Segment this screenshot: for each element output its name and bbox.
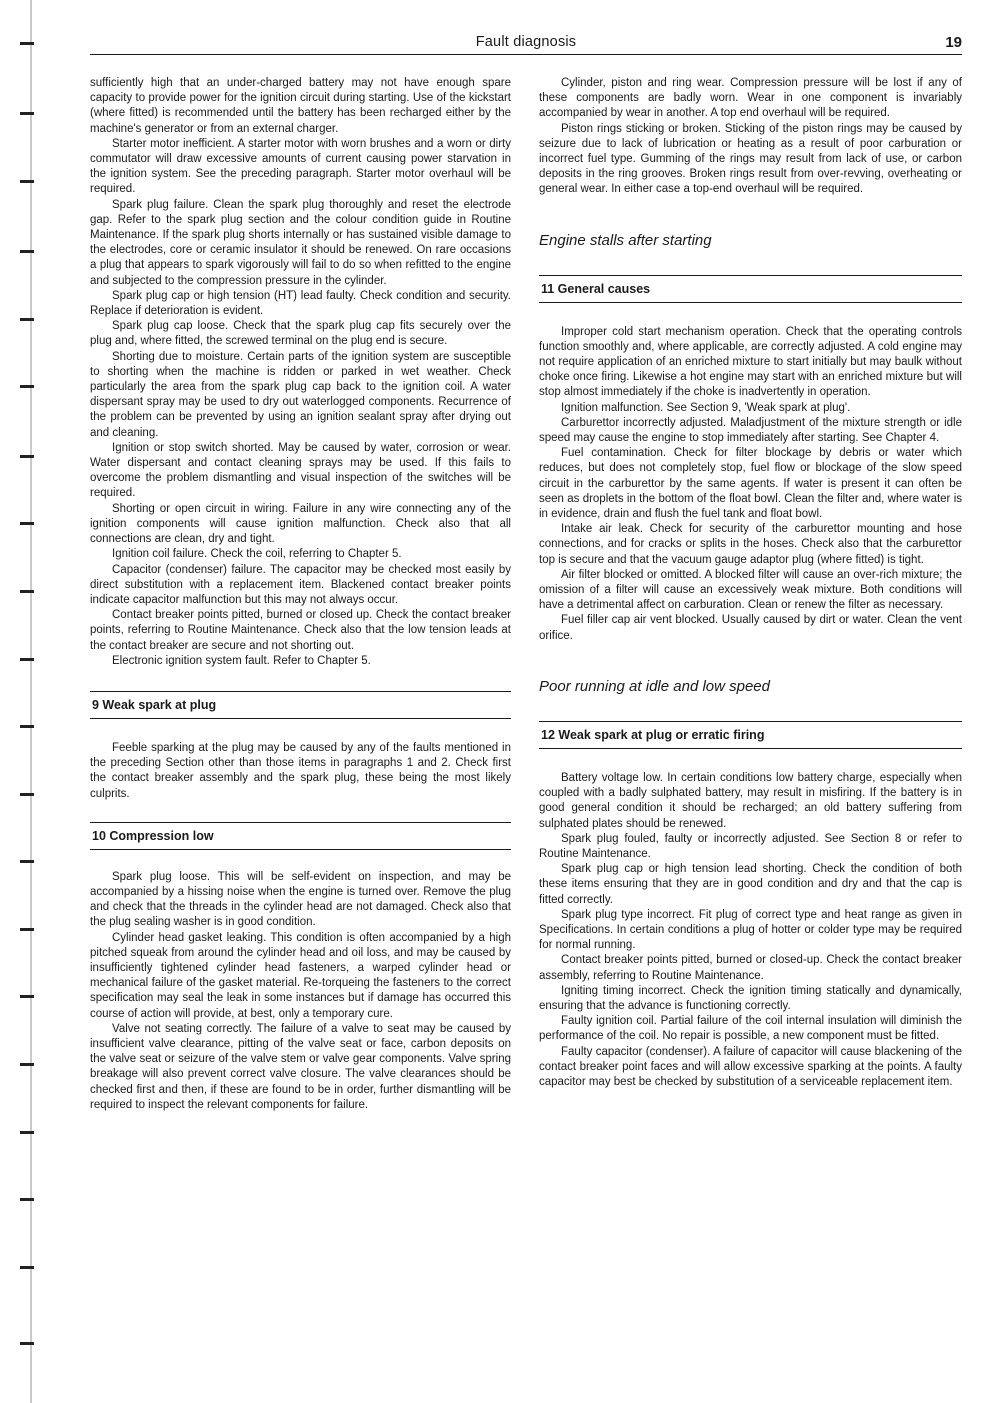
binding-mark: [20, 1342, 34, 1345]
paragraph: Shorting or open circuit in wiring. Failure in any wire connecting any of the ignition components will cause ignition malfunction. Check also that all connections are clean, dry and tight.: [90, 502, 511, 546]
paragraph: Fuel contamination. Check for filter blockage by debris or water which reduces, but does not completely stop, fuel flow or blockage of the slow speed circuit in the carburettor by the same agents. If water is present it can often be seen as droplets in the bottom of the float bowl. Clean the filter and, where water is in evidence, drain and flush the fuel tank and float bowl.: [539, 447, 962, 521]
paragraph: Cylinder, piston and ring wear. Compression pressure will be lost if any of these components are badly worn. Wear in one component is invariably accompanied by wear in another. A top end overhaul will be required.: [539, 77, 962, 120]
right-column: [539, 76, 962, 1090]
binding-mark: [20, 860, 34, 863]
paragraph: Piston rings sticking or broken. Sticking of the piston rings may be caused by seizure due to lack of lubrication or heating as a result of poor carburation or incorrect fuel type. Gumming of the rings may result from lack of use, or carbon deposits in the ring grooves. Broken rings result from over-revving, overheating or general wear. In either case a top-end overhaul will be required.: [539, 122, 962, 196]
paragraph: Igniting timing incorrect. Check the ignition timing statically and dynamically, ensuring that the advance is functioning correctly.: [539, 984, 962, 1012]
paragraph: Spark plug type incorrect. Fit plug of correct type and heat range as given in Specifications. In certain conditions a plug of hotter or colder type may be required for normal running.: [539, 908, 962, 952]
binding-mark: [20, 318, 34, 321]
binding-mark: [20, 1198, 34, 1201]
binding-mark: [20, 1131, 34, 1134]
paragraph: Shorting due to moisture. Certain parts of the ignition system are susceptible to shorting when the machine is ridden or parked in wet weather. Check particularly the area from the spark plug cap back to the ignition coil. A water dispersant spray may be used to dry out waterlogged components. Recurrence of the problem can be prevented by using an ignition sealant spray after drying out and cleaning.: [90, 350, 511, 439]
binding-mark: [20, 385, 34, 388]
chapter-heading: Poor running at idle and low speed: [539, 677, 770, 695]
paragraph: Feeble sparking at the plug may be caused by any of the faults mentioned in the preceding Section other than those items in paragraphs 1 and 2. Check first the contact breaker assembly and the spark plug, these being the most likely culprits.: [90, 741, 511, 800]
paragraph: Air filter blocked or omitted. A blocked filter will cause an over-rich mixture; the omission of a filter will cause an excessively weak mixture. Both conditions will have a detrimental affect on carburation. Clean or renew the filter as necessary.: [539, 568, 962, 612]
paragraph: Electronic ignition system fault. Refer to Chapter 5.: [112, 654, 371, 667]
paragraph: sufficiently high that an under-charged battery may not have enough spare capacity to provide power for the ignition circuit during starting. Use of the kickstart (where fitted) is recommended until the battery has been recharged either by the machine's generator or from an external charger.: [90, 77, 511, 135]
paragraph: Cylinder head gasket leaking. This condition is often accompanied by a high pitched squeak from around the cylinder head and oil loss, and may be caused by insufficiently tightened cylinder head fasteners, a warped cylinder head or mechanical failure of the gasket material. Re-torqueing the fasteners to the correct specification may seal the leak in some instances but if damage has occurred this course of action will provide, at best, only a temporary cure.: [90, 931, 511, 1020]
binding-mark: [20, 455, 34, 458]
page-number: 19: [945, 34, 962, 51]
section-heading: 11 General causes: [539, 275, 962, 303]
binding-mark: [20, 522, 34, 525]
section-heading: 10 Compression low: [90, 822, 511, 850]
chapter-heading: Engine stalls after starting: [539, 231, 712, 249]
paragraph: Battery voltage low. In certain conditions low battery charge, especially when coupled with a badly sulphated battery, may result in misfiring. If the battery is in good general condition it should be recharged; an old battery suffering from sulphated plates should be renewed.: [539, 771, 962, 830]
paragraph: Spark plug cap loose. Check that the spark plug cap fits securely over the plug and, where fitted, the screwed terminal on the plug end is secure.: [90, 320, 511, 348]
left-column: [90, 76, 511, 1113]
paragraph: Ignition malfunction. See Section 9, 'Weak spark at plug'.: [561, 401, 851, 414]
section-heading: 9 Weak spark at plug: [90, 691, 511, 719]
running-head: [90, 34, 962, 56]
binding-mark: [20, 928, 34, 931]
paragraph: Ignition or stop switch shorted. May be caused by water, corrosion or wear. Water dispersant and contact cleaning sprays may be used. If this fails to overcome the problem dismantling and visual inspection of the switches will be required.: [90, 441, 511, 500]
binding-mark: [20, 42, 34, 45]
binding-mark: [20, 250, 34, 253]
binding-strip: [30, 0, 32, 1403]
paragraph: Faulty ignition coil. Partial failure of the coil internal insulation will diminish the performance of the coil. No repair is possible, a new component must be fitted.: [539, 1015, 962, 1043]
binding-mark: [20, 725, 34, 728]
paragraph: Fuel filler cap air vent blocked. Usually caused by dirt or water. Clean the vent orifice.: [539, 614, 962, 642]
paragraph: Carburettor incorrectly adjusted. Maladjustment of the mixture strength or idle speed may cause the engine to stop immediately after starting. See Chapter 4.: [539, 416, 962, 445]
paragraph: Spark plug loose. This will be self-evident on inspection, and may be accompanied by a hissing noise when the engine is turned over. Remove the plug and check that the threads in the cylinder head are not damaged. Check also that the plug sealing washer is in good condition.: [90, 870, 511, 929]
paragraph: Ignition coil failure. Check the coil, referring to Chapter 5.: [112, 548, 402, 561]
binding-edge: [0, 0, 44, 1403]
paragraph: Capacitor (condenser) failure. The capacitor may be checked most easily by direct substitution with a replacement item. Blackened contact breaker points indicate capacitor malfunction but this may not always occur.: [90, 563, 511, 606]
binding-mark: [20, 995, 34, 998]
paragraph: Intake air leak. Check for security of the carburettor mounting and hose connections, and for cracks or splits in the hoses. Check also that the carburettor top is secure and that the vacuum gauge adaptor plug (where fitted) is tight.: [539, 523, 962, 566]
binding-mark: [20, 793, 34, 796]
paragraph: Spark plug fouled, faulty or incorrectly adjusted. See Section 8 or refer to Routine Maintenance.: [539, 832, 962, 860]
binding-mark: [20, 658, 34, 661]
paragraph: Improper cold start mechanism operation. Check that the operating controls function smoothly and, where applicable, are correctly adjusted. A cold engine may not require application of an enriched mixture to start initially but may baulk without choke once firing. Likewise a hot engine may start with an enriched mixture but will stop almost immediately if the choke is inadvertently in operation.: [539, 325, 962, 399]
binding-mark: [20, 112, 34, 115]
binding-mark: [20, 1266, 34, 1269]
binding-mark: [20, 1063, 34, 1066]
binding-mark: [20, 590, 34, 593]
paragraph: Contact breaker points pitted, burned or closed up. Check the contact breaker points, referring to Routine Maintenance. Check also that the low tension leads at the contact breaker are secure and not shorting out.: [90, 609, 511, 652]
section-heading: 12 Weak spark at plug or erratic firing: [539, 721, 962, 749]
paragraph: Valve not seating correctly. The failure of a valve to seat may be caused by insufficient valve clearance, pitting of the valve seat or face, carbon deposits on the valve seat or seizure of the valve stem or valve gear components. Valve spring breakage will also prevent correct valve closure. The valve clearances should be checked first and then, if these are found to be in order, further dismantling will be required to inspect the relevant components for failure.: [90, 1022, 511, 1111]
binding-mark: [20, 180, 34, 183]
paragraph: Spark plug cap or high tension lead shorting. Check the condition of both these items ensuring that they are in good condition and dry and that the cap is fitted correctly.: [539, 863, 962, 906]
paragraph: Spark plug failure. Clean the spark plug thoroughly and reset the electrode gap. Refer to the spark plug section and the colour condition guide in Routine Maintenance. If the spark plug shorts internally or has sustained visible damage to the electrodes, core or ceramic insulator it should be renewed. On rare occasions a plug that appears to spark vigorously will fail to do so when refitted to the engine and subjected to the compression pressure in the cylinder.: [90, 198, 511, 287]
paragraph: Contact breaker points pitted, burned or closed-up. Check the contact breaker assembly, referring to Routine Maintenance.: [539, 954, 962, 982]
header-rule: [90, 54, 962, 55]
running-head-title: Fault diagnosis: [475, 34, 577, 50]
paragraph: Spark plug cap or high tension (HT) lead faulty. Check condition and security. Replace if deterioration is evident.: [90, 289, 511, 318]
paragraph: Starter motor inefficient. A starter motor with worn brushes and a worn or dirty commutator will draw excessive amounts of current causing power starvation in the ignition system. See the preceding paragraph. Starter motor overhaul will be required.: [90, 137, 511, 196]
paragraph: Faulty capacitor (condenser). A failure of capacitor will cause blackening of the contact breaker point faces and will allow excessive sparking at the points. A faulty capacitor may best be checked by substitution of a serviceable replacement item.: [539, 1045, 962, 1088]
